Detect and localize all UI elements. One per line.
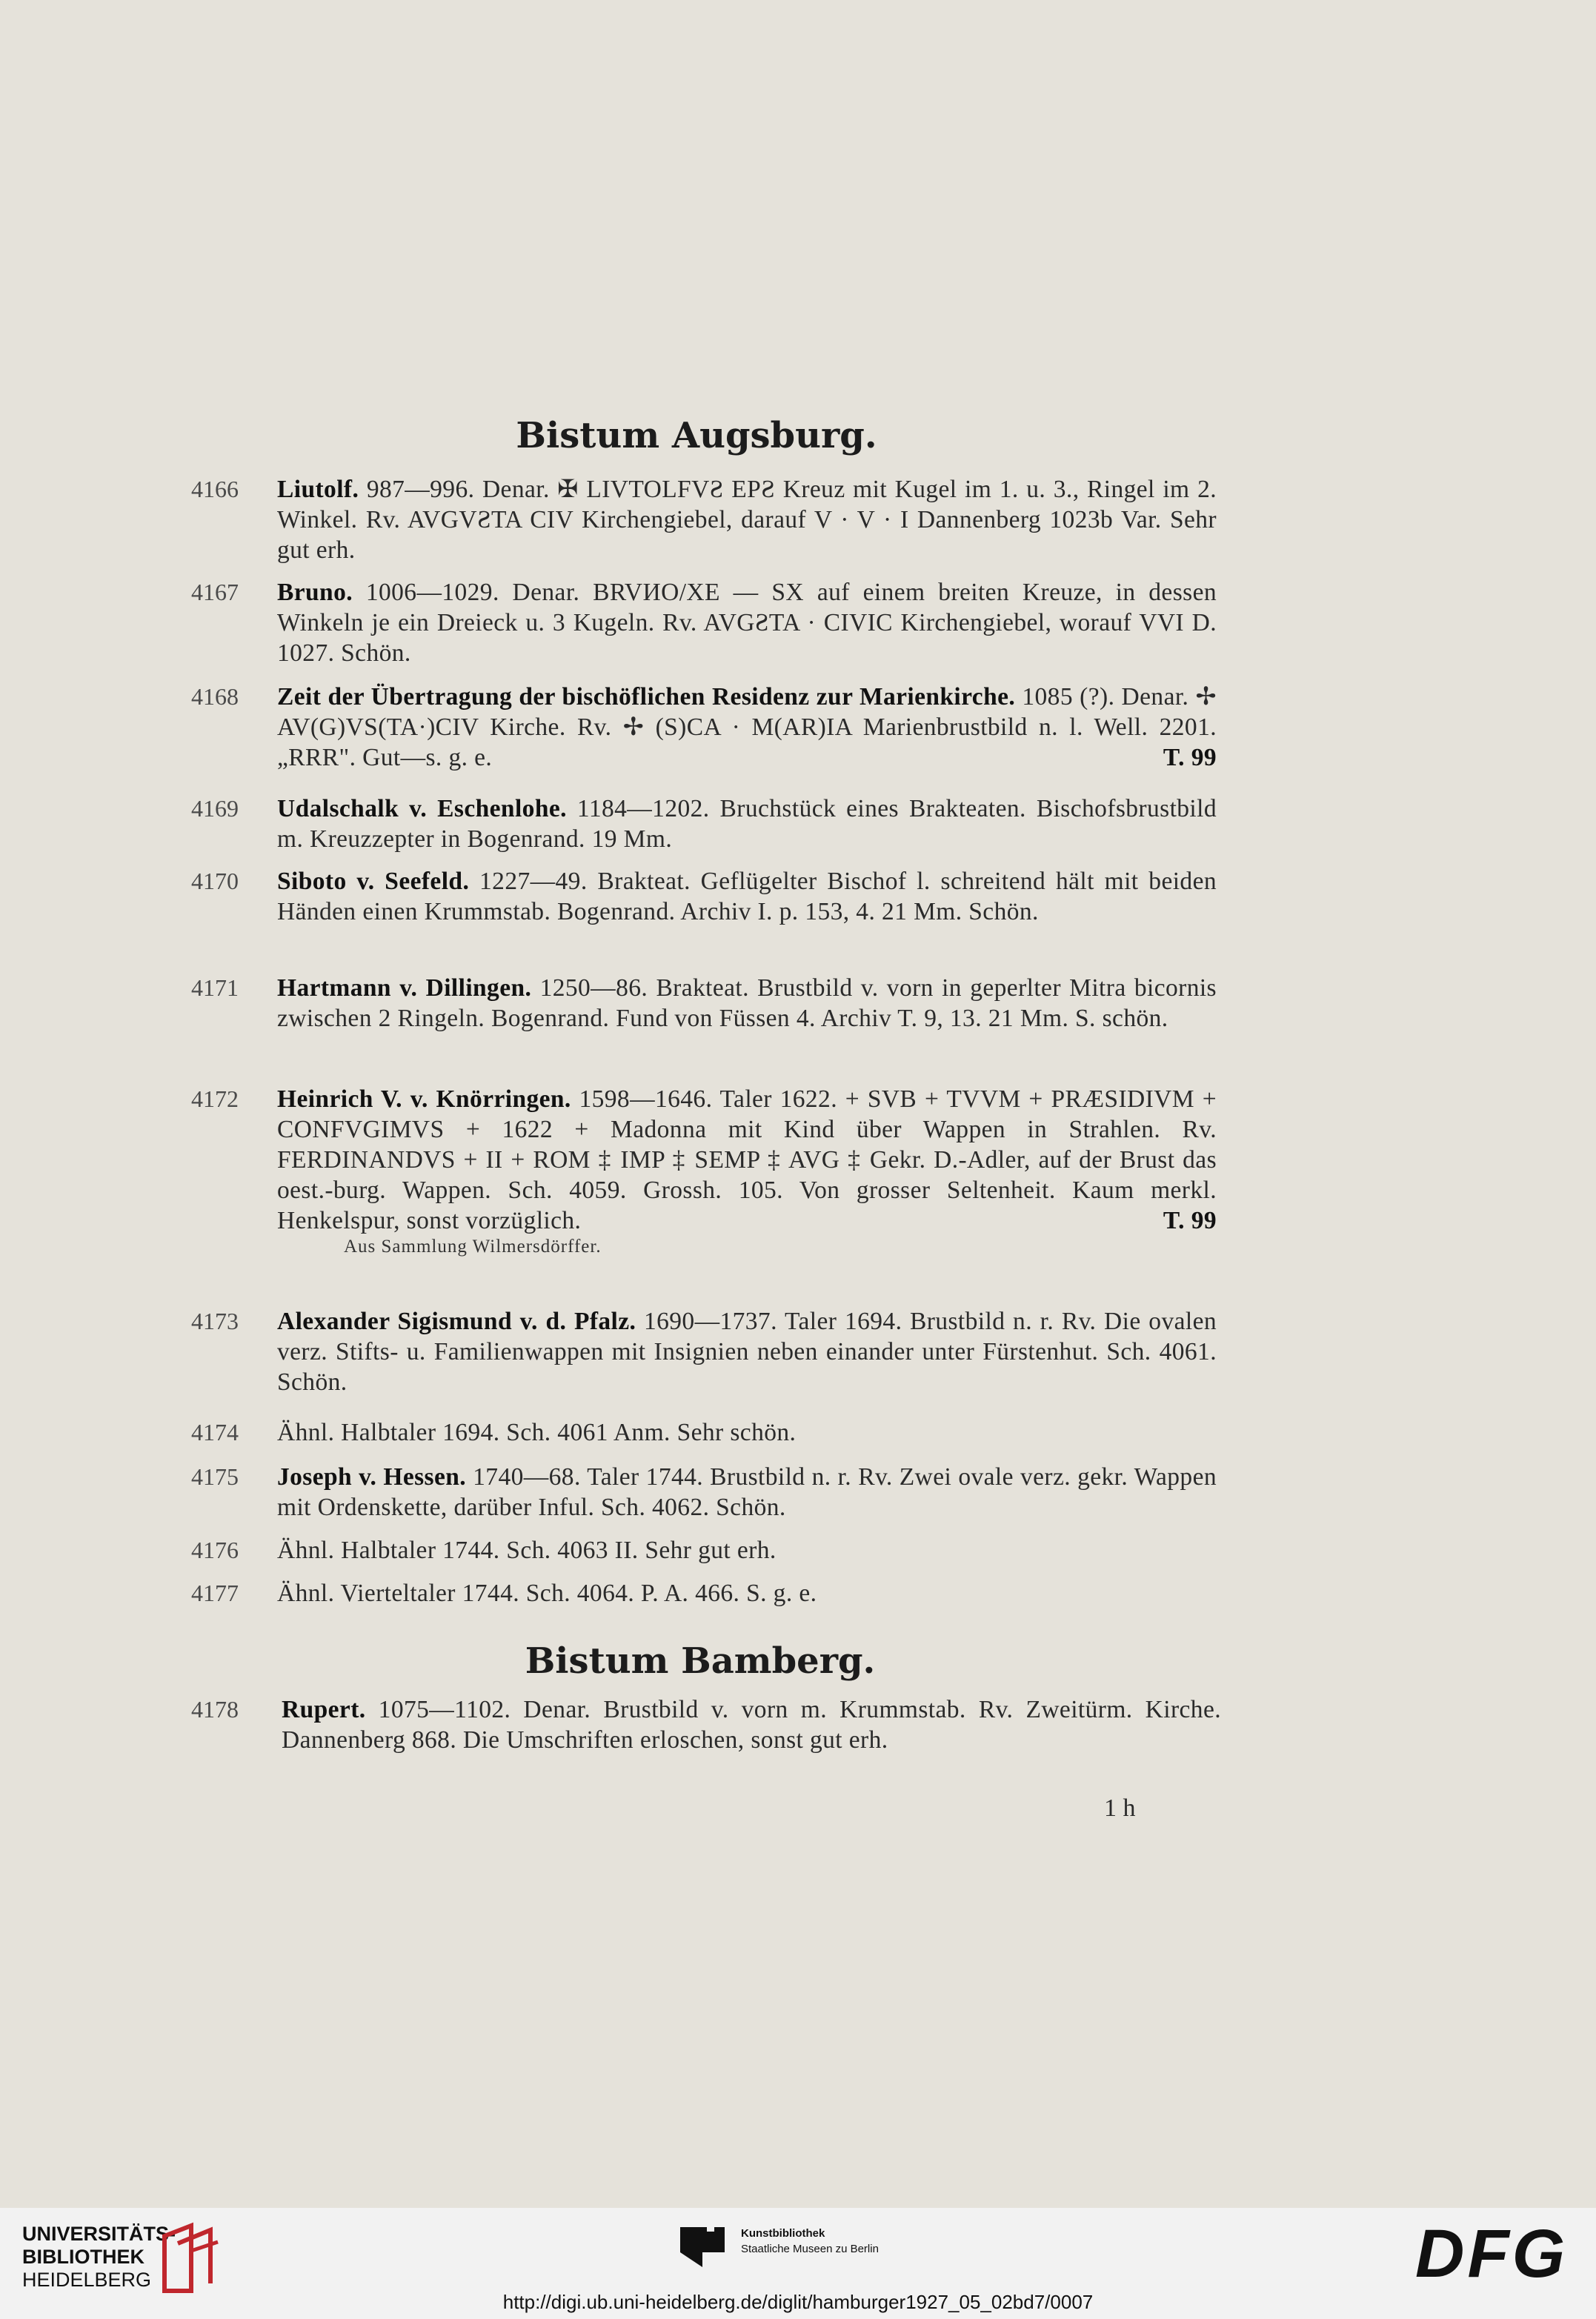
lot-number: 4171 (191, 974, 239, 1001)
lot-text: 1184—1202. Bruchstück eines Brakteaten. Bischofsbrustbild m. Kreuzzepter in Bogenrand. 19 Mm. (277, 795, 1217, 853)
lot-description (277, 1578, 1217, 1608)
lot-number: 4172 (191, 1085, 239, 1112)
lot-number: 4169 (191, 795, 239, 822)
lot-number: 4166 (191, 476, 239, 502)
lot-text: 1006—1029. Denar. BRVИO/XE — SX auf einem breiten Kreuze, in dessen Winkeln je ein Dreieck u. 3 Kugeln. Rv. AVGƧTA · CIVIC Kirchengiebel, worauf VVI D. 1027. Schön. (277, 579, 1217, 667)
lot-description (277, 682, 1217, 773)
lot-name: Siboto v. Seefeld. (277, 868, 470, 895)
dfg-logo[interactable]: DFG (1415, 2216, 1569, 2292)
lot-text: Ähnl. Halbtaler 1744. Sch. 4063 II. Sehr gut erh. (277, 1537, 777, 1564)
lot-description (277, 1462, 1217, 1523)
lot-name: Zeit der Übertragung der bischöflichen Residenz zur Marienkirche. (277, 683, 1016, 711)
kb-subtitle: Staatliche Museen zu Berlin (741, 2243, 879, 2255)
university-library-icon[interactable] (159, 2221, 222, 2295)
lot-description (277, 973, 1217, 1034)
lot-text: 1740—68. Taler 1744. Brustbild n. r. Rv. Zwei ovale verz. gekr. Wappen mit Ordenskette, darüber Inful. Sch. 4062. Schön. (277, 1463, 1217, 1521)
lot-number: 4173 (191, 1308, 239, 1334)
heading-bamberg: Bistum Bamberg. (525, 1640, 876, 1682)
library-name-line3: HEIDELBERG (22, 2269, 152, 2291)
lot-text: Ähnl. Halbtaler 1694. Sch. 4061 Anm. Sehr schön. (277, 1419, 797, 1446)
page-url[interactable]: http://digi.ub.uni-heidelberg.de/diglit/hamburger1927_05_02bd7/0007 (502, 2291, 1094, 2313)
lot-number: 4177 (191, 1580, 239, 1606)
lot-description (277, 1535, 1217, 1566)
lot-text: 987—996. Denar. ✠ LIVTOLFVƧ EPƧ Kreuz mit Kugel im 1. u. 3., Ringel im 2. Winkel. Rv. AVGVƧTA CIV Kirchengiebel, darauf V · V · I Dannenberg 1023b Var. Sehr gut erh. (277, 476, 1217, 564)
kunstbibliothek-label[interactable] (741, 2226, 879, 2257)
university-library-logo-text[interactable] (22, 2223, 176, 2292)
lot-description (277, 793, 1217, 854)
lot-number: 4178 (191, 1696, 239, 1723)
lot-text: Ähnl. Vierteltaler 1744. Sch. 4064. P. A. 466. S. g. e. (277, 1580, 817, 1607)
provenance-note: Aus Sammlung Wilmersdörffer. (344, 1237, 602, 1257)
lot-text: 1250—86. Brakteat. Brustbild v. vorn in geperlter Mitra bicornis zwischen 2 Ringeln. Bogenrand. Fund von Füssen 4. Archiv T. 9, 13. 21 Mm. S. schön. (277, 974, 1217, 1032)
lot-text: 1085 (?). Denar. ✢ AV(G)VS(TA·)CIV Kirche. Rv. ✢ (S)CA · M(AR)IA Marienbrustbild n. l. Well. 2201. „RRR". Gut—s. g. e. (277, 683, 1217, 771)
signature-mark: 1 h (1104, 1794, 1136, 1822)
lot-description (277, 577, 1217, 668)
lot-description (277, 866, 1217, 927)
lot-number: 4168 (191, 683, 239, 710)
lot-number: 4174 (191, 1419, 239, 1445)
lot-name: Heinrich V. v. Knörringen. (277, 1085, 571, 1113)
lot-description (277, 1417, 1217, 1448)
lot-name: Rupert. (282, 1696, 366, 1723)
lot-number: 4167 (191, 579, 239, 605)
lot-description (277, 1084, 1217, 1258)
lot-name: Alexander Sigismund v. d. Pfalz. (277, 1308, 636, 1335)
lot-text: 1690—1737. Taler 1694. Brustbild n. r. Rv. Die ovalen verz. Stifts- u. Familienwappen mit Insignien neben einander unter Fürstenhut. Sch. 4061. Schön. (277, 1308, 1217, 1396)
footer-bar (0, 2208, 1596, 2319)
lot-description (282, 1694, 1221, 1755)
kb-title: Kunstbibliothek (741, 2227, 825, 2240)
lot-description (277, 474, 1217, 565)
lot-name: Hartmann v. Dillingen. (277, 974, 532, 1002)
library-name-line2: BIBLIOTHEK (22, 2246, 144, 2268)
lot-number: 4175 (191, 1463, 239, 1490)
lot-number: 4170 (191, 868, 239, 894)
library-name-line1: UNIVERSITÄTS- (22, 2223, 176, 2245)
lot-text: 1075—1102. Denar. Brustbild v. vorn m. Krummstab. Rv. Zweitürm. Kirche. Dannenberg 868. Die Umschriften erloschen, sonst gut erh. (282, 1696, 1221, 1754)
lot-text: 1598—1646. Taler 1622. + SVB + TVVM + PRÆSIDIVM + CONFVGIMVS + 1622 + Madonna mit Kind über Wappen in Strahlen. Rv. FERDINANDVS + II + ROM ‡ IMP ‡ SEMP ‡ AVG ‡ Gekr. D.-Adler, auf der Brust das oest.-burg. Wappen. Sch. 4059. Grossh. 105. Von grosser Seltenheit. Kaum merkl. Henkelspur, sonst vorzüglich. (277, 1085, 1217, 1234)
lot-description (277, 1306, 1217, 1397)
heading-augsburg: Bistum Augsburg. (516, 415, 877, 456)
plate-reference: T. 99 (1163, 744, 1217, 771)
plate-reference: T. 99 (1163, 1207, 1217, 1234)
lot-name: Liutolf. (277, 476, 359, 503)
lot-number: 4176 (191, 1537, 239, 1563)
lot-name: Udalschalk v. Eschenlohe. (277, 795, 567, 822)
lot-name: Bruno. (277, 579, 353, 606)
lot-name: Joseph v. Hessen. (277, 1463, 467, 1491)
lot-text: 1227—49. Brakteat. Geflügelter Bischof l. schreitend hält mit beiden Händen einen Krummstab. Bogenrand. Archiv I. p. 153, 4. 21 Mm. Schön. (277, 868, 1217, 925)
kunstbibliothek-icon[interactable] (680, 2224, 731, 2267)
